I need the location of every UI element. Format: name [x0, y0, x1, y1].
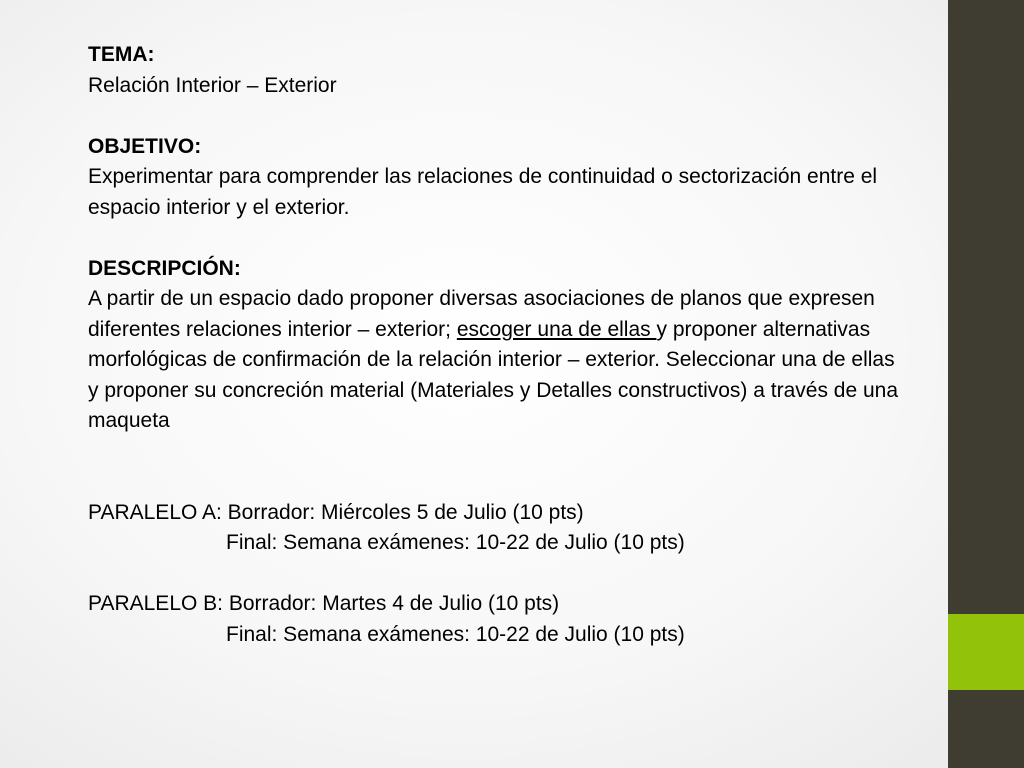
descripcion-text-start: A partir de un espacio dado proponer diversas asociaciones de planos que expresen diferentes relaciones interior – exterior;	[88, 287, 875, 341]
descripcion-text-end: y proponer alternativas morfológicas de confirmación de la relación interior – exterior. Seleccionar una de ellas y proponer su concreción material (Materiales y Detalles constructivos) a través de una maqueta	[88, 317, 899, 432]
tema-text: Relación Interior – Exterior	[88, 73, 337, 97]
tema-heading: TEMA:	[88, 43, 155, 66]
objetivo-heading: OBJETIVO:	[88, 134, 202, 158]
paralelo-b-final: Final: Semana exámenes: 10-22 de Julio (10 pts)	[226, 622, 685, 646]
paralelo-a-final: Final: Semana exámenes: 10-22 de Julio (10 pts)	[226, 531, 685, 554]
descripcion-heading: DESCRIPCIÓN:	[88, 256, 241, 280]
paralelo-a-borrador: PARALELO A: Borrador: Miércoles 5 de Julio (10 pts)	[88, 500, 584, 524]
objetivo-text: Experimentar para comprender las relaciones de continuidad o sectorización entre el espacio interior y el exterior.	[88, 165, 878, 219]
descripcion-underlined-text: escoger una de ellas	[456, 317, 657, 341]
sidebar-accent-square	[948, 614, 1024, 690]
slide-content	[88, 40, 908, 650]
descripcion-text	[88, 284, 908, 437]
paralelo-b-borrador: PARALELO B: Borrador: Martes 4 de Julio (10 pts)	[88, 592, 560, 615]
